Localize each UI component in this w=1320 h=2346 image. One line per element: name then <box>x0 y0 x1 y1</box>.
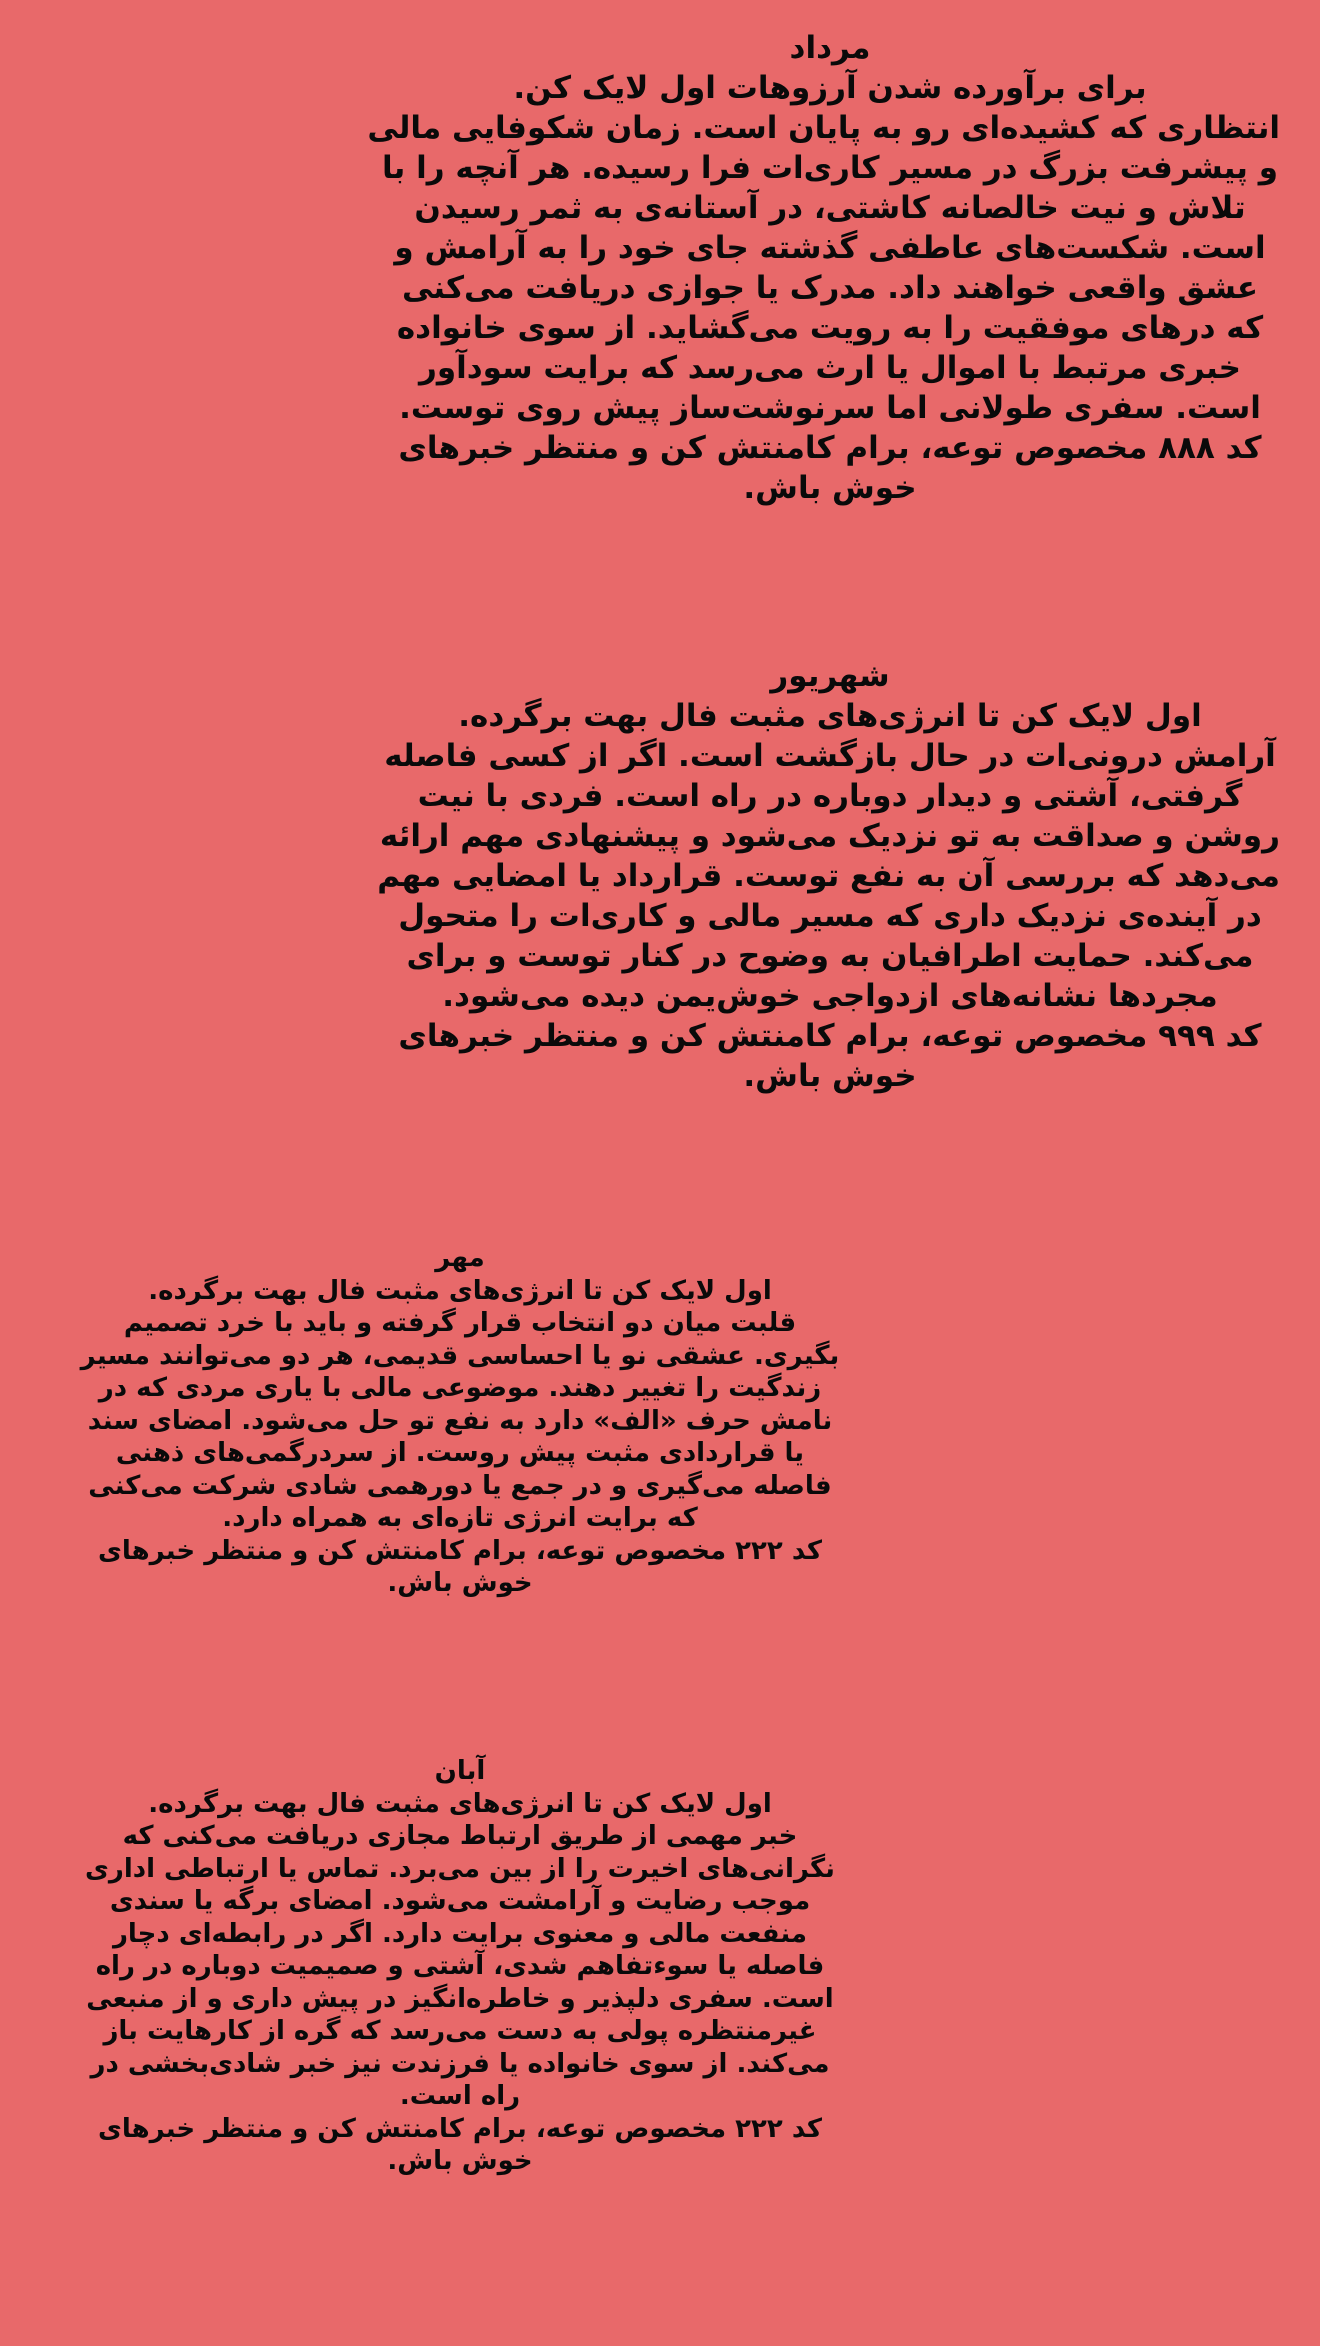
section-title: مهر <box>435 1243 485 1273</box>
section-line: بگیری. عشقی نو یا احساسی قدیمی، هر دو می‌توانند مسیر <box>80 1340 840 1371</box>
section-line: غیرمنتظره پولی به دست می‌رسد که گره از کارهایت باز <box>103 2016 817 2046</box>
section-line: است. شکست‌های عاطفی گذشته جای خود را به آرامش و <box>394 230 1266 266</box>
section-line: راه است. <box>399 2081 521 2111</box>
section-line: که درهای موفقیت را به رویت می‌گشاید. از سوی خانواده <box>396 310 1264 346</box>
section-line: کد ۲۲۲ مخصوص توعه، برام کامنتش کن و منتظر خبرهای <box>98 2113 822 2144</box>
section-line: خوش باش. <box>387 2146 533 2176</box>
section-line: خوش باش. <box>743 1058 917 1094</box>
section-title: شهریور <box>770 658 890 694</box>
section-line: خبری مرتبط با اموال یا ارث می‌رسد که برایت سودآور <box>419 350 1241 386</box>
section-line: خوش باش. <box>387 1568 533 1598</box>
section-line: می‌دهد که بررسی آن به نفع توست. قرارداد یا امضایی مهم <box>377 858 1280 894</box>
section-line: می‌کند. حمایت اطرافیان به وضوح در کنار توست و برای <box>406 938 1254 974</box>
section-line: کد ۲۲۲ مخصوص توعه، برام کامنتش کن و منتظر خبرهای <box>98 1535 822 1566</box>
section-line: برای برآورده شدن آرزوهات اول لایک کن. <box>513 70 1147 106</box>
section-line: گرفتی، آشتی و دیدار دوباره در راه است. فردی با نیت <box>417 778 1243 814</box>
section-line: فاصله می‌گیری و در جمع یا دورهمی شادی شرکت می‌کنی <box>88 1470 832 1501</box>
section-line: فاصله یا سوءتفاهم شدی، آشتی و صمیمیت دوباره در راه <box>95 1951 825 1981</box>
section-line: اول لایک کن تا انرژی‌های مثبت فال بهت برگرده. <box>148 1788 772 1819</box>
section-line: می‌کند. از سوی خانواده یا فرزندت نیز خبر شادی‌بخشی در <box>90 2048 830 2079</box>
section-line: مجردها نشانه‌های ازدواجی خوش‌یمن دیده می‌شود. <box>442 978 1218 1014</box>
section-title: آبان <box>434 1756 486 1786</box>
section-line: انتظاری که کشیده‌ای رو به پایان است. زمان شکوفایی مالی <box>367 110 1280 146</box>
section-line: در آینده‌ی نزدیک داری که مسیر مالی و کاری‌ات را متحول <box>398 898 1262 934</box>
section-line: نامش حرف «الف» دارد به نفع تو حل می‌شود. امضای سند <box>87 1405 833 1436</box>
section-line: اول لایک کن تا انرژی‌های مثبت فال بهت برگرده. <box>148 1275 772 1306</box>
section-line: که برایت انرژی تازه‌ای به همراه دارد. <box>222 1503 698 1533</box>
section-line: نگرانی‌های اخیرت را از بین می‌برد. تماس یا ارتباطی اداری <box>85 1853 835 1884</box>
section-line: زندگیت را تغییر دهند. موضوعی مالی با یاری مردی که در <box>98 1373 822 1403</box>
horoscope-section-shahrivar <box>377 656 1280 1096</box>
horoscope-section-aban <box>60 1755 860 2178</box>
section-line: است. سفری طولانی اما سرنوشت‌ساز پیش روی توست. <box>399 390 1261 426</box>
section-line: خبر مهمی از طریق ارتباط مجازی دریافت می‌کنی که <box>122 1821 798 1851</box>
section-line: خوش باش. <box>743 470 917 506</box>
section-line: منفعت مالی و معنوی برایت دارد. اگر در رابطه‌ای دچار <box>112 1918 808 1949</box>
section-line: آرامش درونی‌ات در حال بازگشت است. اگر از کسی فاصله <box>384 738 1276 774</box>
section-line: یا قراردادی مثبت پیش روست. از سردرگمی‌های ذهنی <box>115 1438 805 1468</box>
section-line: است. سفری دلپذیر و خاطره‌انگیز در پیش داری و از منبعی <box>86 1983 834 2014</box>
section-line: کد ۸۸۸ مخصوص توعه، برام کامنتش کن و منتظر خبرهای <box>398 430 1262 466</box>
section-line: کد ۹۹۹ مخصوص توعه، برام کامنتش کن و منتظر خبرهای <box>398 1018 1262 1054</box>
horoscope-section-mehr <box>60 1242 860 1600</box>
section-line: موجب رضایت و آرامشت می‌شود. امضای برگه یا سندی <box>109 1886 811 1916</box>
horoscope-section-mordad <box>367 28 1280 508</box>
section-line: تلاش و نیت خالصانه کاشتی، در آستانه‌ی به ثمر رسیدن <box>414 190 1246 226</box>
section-line: عشق واقعی خواهند داد. مدرک یا جوازی دریافت می‌کنی <box>401 270 1259 306</box>
section-line: اول لایک کن تا انرژی‌های مثبت فال بهت برگرده. <box>458 698 1202 734</box>
section-line: و پیشرفت بزرگ در مسیر کاری‌ات فرا رسیده. هر آنچه را با <box>382 150 1278 186</box>
section-title: مرداد <box>789 30 871 66</box>
section-line: قلبت میان دو انتخاب قرار گرفته و باید با خرد تصمیم <box>123 1308 797 1338</box>
section-line: روشن و صداقت به تو نزدیک می‌شود و پیشنهادی مهم ارائه <box>379 818 1280 854</box>
